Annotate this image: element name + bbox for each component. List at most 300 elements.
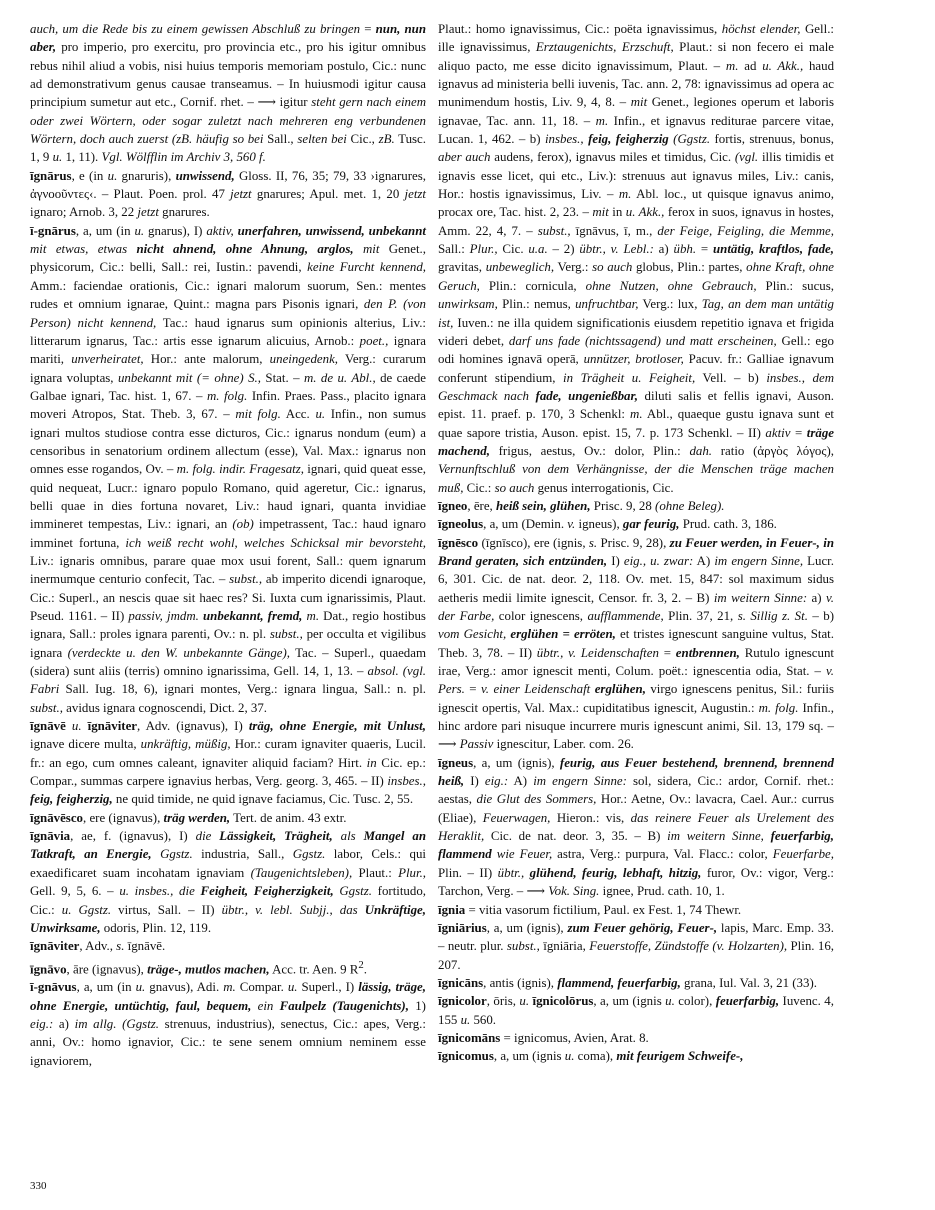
entry-text: , a, um (ignis), — [486, 920, 568, 935]
entry-text: Sall., — [263, 132, 298, 147]
entry-text: , ae, f. (ignavus), I) — [70, 829, 196, 844]
entry-text: , ere (ignavus), — [83, 810, 164, 825]
entry-bold-text: feuerfarbig, flammend — [438, 829, 834, 862]
entry-text: u. — [134, 223, 145, 238]
entry-text: (vgl. — [734, 150, 759, 165]
dictionary-entry — [438, 974, 834, 992]
entry-bold-text: feig, feigherzig, — [30, 792, 113, 807]
entry-text: I) — [464, 774, 485, 789]
entry-bold-text: flammend, feuerfarbig, — [557, 975, 681, 990]
entry-bold-text: Feigheit, Feigherzigkeit, — [200, 884, 334, 899]
entry-bold-text: feuerfarbig, — [715, 994, 780, 1009]
entry-text: īgniāria, — [539, 939, 590, 954]
entry-text: mit — [592, 205, 609, 220]
dictionary-entry — [30, 809, 426, 827]
dictionary-entry — [30, 978, 426, 1070]
entry-text: , a, um (ignis — [593, 994, 666, 1009]
entry-text: per occulta et vigilibus ignara — [30, 627, 426, 660]
entry-text: igneus), — [575, 517, 623, 532]
entry-text: Tag, an dem man untätig ist, — [438, 297, 834, 330]
entry-text: u. — [287, 980, 298, 995]
entry-text: haud ignavus ad ministeria belli iuvenis, Tac. ann. 2, 78: ignavissimus ad opera ac munimendum hostis, Liv. 9, 4, 8. – — [438, 58, 835, 110]
entry-bold-text: īgneus — [438, 755, 474, 770]
entry-text: Lucr. 6, 301. Cic. de nat. deor. 2, 118. Ov. met. 15, 847: sol maximum sidus aetheris medii limite ignescit, Censor. fr. 3, 2. – B) — [438, 553, 834, 605]
dictionary-entry — [438, 992, 834, 1029]
entry-text: . — [363, 961, 367, 976]
entry-text: A) — [508, 774, 534, 789]
entry-text: de caede Galbae ignari, Tac. hist. 1, 67. – — [30, 370, 426, 403]
entry-text: ignave dicere multa, — [30, 737, 141, 752]
entry-text: Compar. — [235, 980, 288, 995]
entry-bold-text: īgnāviter — [87, 719, 138, 734]
entry-bold-text: īgnicomāns — [438, 1030, 501, 1045]
dictionary-entry — [30, 937, 426, 955]
entry-text: das reinere Feuer als Urelement des Heraklit, — [438, 810, 834, 844]
entry-text: m. — [223, 980, 236, 995]
entry-text: color), — [674, 994, 716, 1009]
entry-bold-text: nun, nun aber, — [30, 22, 427, 55]
entry-text: Plin. – II) — [438, 865, 498, 880]
entry-text: Tac. – Superl., quaedam (sidera) sunt aliis (terris) omnino ignarissima, Gell. 14, 1, 13. – — [30, 645, 426, 679]
entry-text: Iuvenc. 4, 155 — [438, 994, 834, 1027]
entry-text: Erztaugenichts, Erzschuft, — [535, 40, 674, 55]
entry-bold-text: Faulpelz (Taugenichts), — [279, 998, 409, 1013]
entry-text: gnaruris), — [117, 168, 176, 183]
entry-bold-text: träg, ohne Energie, mit Unlust, — [248, 719, 426, 734]
entry-text: Infin. Praes. Pass., placito ignara moveri Atropos, Stat. Theb. 3, 67. – — [30, 388, 426, 422]
entry-text: Ggstz. — [339, 884, 372, 899]
dictionary-entry — [30, 20, 426, 167]
entry-text: = — [790, 425, 807, 440]
entry-bold-text: zu Feuer werden, in Feuer-, in Brand geraten, sich entzünden, — [438, 535, 835, 568]
entry-text: (ohne Beleg). — [655, 498, 725, 513]
entry-text: Infin., et ignavus rediturae parcere vitae, Lucan. 1, 462. – b) — [438, 113, 834, 147]
entry-text: aufflammende, — [587, 609, 664, 623]
entry-text: unbekannt mit (= ohne) S., — [117, 370, 261, 385]
entry-text: Rutulo ignescunt irae, Verg.: amor ignescit menti, Colum. poët.: ignescentia odia, Stat. – — [438, 645, 834, 679]
entry-text: A) — [693, 553, 715, 568]
entry-text: a) — [807, 590, 826, 605]
entry-text: Acc. tr. Aen. 9 R — [269, 961, 359, 976]
entry-text: übtr., v. Lebl.: — [579, 242, 654, 257]
entry-text: Vell. – b) — [695, 370, 767, 385]
entry-bold-text: īgniārius — [438, 920, 487, 935]
entry-text: passiv, — [128, 609, 163, 623]
entry-text: auch, um die Rede bis zu einem gewissen Abschluß zu bringen — [30, 22, 361, 36]
entry-text: jetzt — [137, 205, 159, 220]
entry-text: Hor.: Aetne, Ov.: lavacra, Cael. Aur.: currus (Eliae), — [438, 792, 834, 825]
entry-text: Plur., — [398, 865, 427, 880]
entry-text: m. — [306, 609, 320, 623]
entry-text: so auch — [592, 260, 633, 275]
entry-text: Plin.: sucus, — [756, 278, 834, 293]
entry-text: subst., — [229, 572, 263, 587]
entry-text: unfruchtbar, — [575, 297, 639, 312]
entry-text: der Feige, Feigling, die Memme, — [657, 223, 834, 238]
entry-bold-text: fade, ungenießbar, — [535, 388, 639, 403]
entry-text: 2 — [358, 958, 364, 971]
entry-text: ratio (ἀργὸς λόγος), — [712, 443, 834, 458]
dictionary-entry — [438, 901, 834, 919]
entry-text: īgnāvus, ī, m., — [570, 223, 658, 238]
entry-text: = — [696, 242, 713, 257]
entry-text: Cic. ep.: Compar., summas carpere ignavius herbas, Verg. georg. 3, 465. – II) — [30, 755, 426, 789]
entry-text: Gell.: ille ignavissimus, — [438, 22, 834, 55]
page-number: 330 — [30, 1180, 47, 1192]
entry-text: Abl., quaeque gustu ignava sunt et quae sapore tristia, Auson. epist. 15, 7. p. 173 Schenkl. – II) — [438, 407, 834, 440]
entry-text: Feuerfarbe, — [772, 847, 834, 862]
entry-text: (verdeckte u. den W. unbekannte Gänge), — [67, 645, 291, 660]
entry-text: übtr., v. lebl. Subjj., das — [221, 902, 358, 917]
entry-text: audens, ferox), ignavus miles et timidus, Cic. — [490, 150, 735, 165]
entry-text: , ēre, — [467, 498, 497, 513]
entry-text: Hor.: curam ignaviter quaeris, Lucil. fr.: an ego, cum omnes caleant, ignaviter aliquid faciam? Hirt. — [30, 737, 427, 770]
entry-text: jetzt — [404, 187, 426, 202]
entry-text: u. — [71, 719, 82, 734]
entry-text: insbes., — [544, 132, 584, 147]
entry-text: Cic. — [497, 242, 529, 257]
entry-text: s. Sillig z. St. — [737, 609, 808, 623]
entry-text: darf uns fade (nichtssagend) und matt erscheinen, — [508, 333, 777, 348]
entry-text: 1, 11). — [62, 150, 102, 165]
entry-bold-text: īgnāviter — [30, 939, 80, 954]
entry-text: Prisc. 9, 28), — [597, 535, 670, 550]
entry-text: u. Akk., — [762, 58, 804, 73]
entry-text: = — [658, 645, 676, 660]
entry-text: Pacuv. fr.: Galliae ignavum conferunt stipendium, — [438, 352, 834, 385]
entry-text: ich weiß recht wohl, welches Schicksal mir bevorsteht, — [125, 535, 427, 550]
entry-text: übtr., — [497, 865, 525, 880]
entry-text: übh. — [673, 242, 697, 257]
entry-text: Passiv — [459, 737, 494, 752]
entry-text: , a, um (ignis), — [473, 755, 560, 770]
entry-text: fortitudo, Cic.: — [30, 884, 426, 917]
entry-text: ignara mariti, — [30, 333, 426, 367]
entry-text: uneingedenk, — [269, 352, 339, 367]
entry-text: a) — [653, 242, 674, 257]
entry-text: labor, Cels.: qui exaedificaret suam incohatam ignaviam — [30, 847, 426, 880]
entry-text: pro imperio, pro exercitu, pro provincia etc., pro his igitur omnibus rebus nihil aliud a vobis, nisi huius temporis memoriam postulo, Cic.: nunc ad demonstrativum genus causae transeamus. – In huiusmodi igitur causa principium sumetur aut etc., Cornif. rhet. – ⟶ igitur — [30, 40, 426, 110]
right-column — [438, 20, 834, 1066]
entry-text: unkräftig, müßig, — [140, 737, 231, 752]
entry-text: Vok. Sing. — [548, 884, 600, 899]
entry-text: astra, Verg.: purpura, Val. Flacc.: color, — [552, 847, 773, 862]
entry-text: Genet., physicorum, Cic.: belli, Sall.: rei, Iustin.: pavendi, — [30, 242, 426, 275]
entry-text: = ignicomus, Avien, Arat. 8. — [500, 1030, 649, 1045]
entry-text: dah. — [689, 443, 713, 458]
entry-text: höchst elender, — [721, 22, 801, 36]
entry-text: ein — [257, 998, 274, 1013]
entry-text: im weitern Sinne: — [713, 590, 808, 605]
entry-text: unbeweglich, — [485, 260, 555, 275]
entry-text: poet., — [359, 333, 389, 348]
entry-text: ignari, quid queat esse, quid nequeat, Lucr.: ignaro populo Romano, quid ageretur, Cic.: ignarus, belli quae in dies fortuna novaret, Liv.: haud ignari, quanta invidiae immineret tempestas, Liv.: ignari, an — [30, 462, 427, 532]
entry-text: Verg.: curarum ignara voluptas, — [30, 352, 427, 385]
entry-bold-text: feurig, aus Feuer bestehend, brennend, brennend heiß, — [438, 755, 834, 789]
dictionary-entry — [438, 20, 834, 497]
entry-bold-text: īgnicolōrus — [532, 994, 594, 1009]
entry-text: Ggstz. — [160, 847, 193, 862]
dictionary-entry — [438, 1047, 834, 1065]
entry-text: Gloss. II, 76, 35; 79, 33 ›ignarures, ἀγνοοῦντες‹. – Plaut. Poen. prol. 47 — [30, 168, 427, 202]
entry-text: virtus, Sall. – II) — [111, 902, 222, 917]
entry-text: Prisc. 9, 28 — [590, 498, 656, 513]
dictionary-entry — [438, 515, 834, 533]
entry-bold-text: träg werden, — [163, 810, 231, 825]
entry-text: Plur., — [469, 242, 498, 257]
entry-text: coma), — [574, 1049, 617, 1064]
entry-text: v. einer Leidenschaft — [481, 682, 591, 697]
entry-text: , ōris, — [486, 994, 520, 1009]
entry-text: Plin. 37, 21, — [663, 609, 738, 623]
entry-text: m. — [595, 113, 609, 128]
entry-text: u. — [665, 994, 675, 1009]
entry-text: Vgl. Wölfflin im Archiv 3, 560 f. — [101, 150, 266, 165]
entry-text: v. — [567, 517, 576, 532]
entry-text: gnarures; Apul. met. 1, 20 — [251, 187, 405, 202]
entry-bold-text: erglühen, — [594, 682, 646, 697]
entry-text: Cic.: — [463, 480, 495, 495]
entry-text: so auch — [494, 480, 535, 495]
entry-text: industria, Sall., — [192, 847, 293, 862]
entry-text: im engern Sinne: — [533, 774, 627, 789]
entry-text: gnavus), Adi. — [145, 980, 224, 995]
entry-text — [333, 829, 341, 843]
entry-text: m. — [618, 187, 632, 202]
dictionary-entry — [438, 1029, 834, 1047]
entry-text: ne quid timide, ne quid ignave faciamus, Cic. Tusc. 2, 55. — [112, 792, 414, 807]
dictionary-entry — [30, 717, 426, 809]
entry-text: impetrassent, Tac.: haud ignaro imminet fortuna, — [30, 517, 426, 550]
entry-bold-text: träge machend, — [438, 425, 834, 458]
entry-text: die Glut des Sommers, — [476, 792, 597, 807]
entry-text: u. — [519, 994, 530, 1009]
entry-bold-text: unwissend, — [175, 168, 235, 183]
entry-text: Prud. cath. 3, 186. — [679, 517, 777, 532]
entry-text: Tert. de anim. 43 extr. — [230, 810, 347, 825]
entry-text: color ignescens, — [494, 609, 588, 623]
entry-text: Infin., non sumus ignari multos studiose contra esse dicturos, Cic.: ignarus nondum (eum) a censoribus in senatorium ordinem allectum (esse), Val. Max.: ignarus non omnes esse rogandos, Ov. – — [30, 407, 426, 477]
entry-text: Gell. 9, 5, 6. – — [30, 884, 120, 899]
entry-text: , Adv. (ignavus), I) — [137, 719, 249, 734]
entry-text: Genet., legiones operum et laboris ignavae, Tac. ann. 11, 18. – — [438, 95, 834, 128]
entry-text: Feuerstoffe, Zündstoffe (v. Holzarten), — [589, 939, 788, 954]
entry-bold-text: unbekannt, fremd, — [203, 609, 303, 623]
entry-text: diluti salis et fellis ignavi, Auson. epist. 11. praef. p. 170, 3 Schenkl: — [438, 388, 834, 422]
entry-text — [152, 847, 160, 861]
entry-text: u. — [564, 1049, 575, 1064]
entry-text: eig.: — [484, 774, 509, 789]
entry-text: I) — [607, 553, 624, 568]
entry-text: in — [366, 755, 377, 770]
entry-text: genus interrogationis, Cic. — [534, 480, 674, 495]
entry-text: – 2) — [547, 242, 580, 257]
entry-text: v. Pers. — [438, 664, 834, 697]
entry-text: Infin., hinc ardore pari nisuque incurrere muris ignescunt animi, Sil. 13, 179 sq. – ⟶ — [438, 700, 834, 752]
entry-text: eig.: — [30, 1016, 54, 1031]
entry-text: im engern Sinne, — [714, 553, 804, 568]
entry-text: grana, Iul. Val. 3, 21 (33). — [680, 975, 817, 990]
entry-text: Plaut.: homo ignavissimus, Cic.: poëta ignavissimus, — [438, 22, 722, 36]
entry-text: übtr., v. Leidenschaften — [536, 645, 659, 660]
entry-text: ab imperito dicendi ignaroque, Cic.: Superl., an nescis quae sit haec res? Si. Iuxta cum ignarissimis, Plaut. Pseud. 1161. – II) — [30, 572, 426, 623]
entry-text: Ggstz. — [292, 847, 326, 862]
entry-text: ohne Nutzen, ohne Gebrauch, — [585, 278, 757, 293]
entry-text: illis timidis et ignavis esse licet, qui etc., Liv.): strenuus aut ignavus miles, Liv.: canis, Hor.: hostis ignavissimus, Liv. – — [438, 150, 834, 202]
entry-text: subst., — [30, 700, 63, 715]
entry-text: absol. (vgl. Fabri — [30, 664, 426, 697]
entry-text: Hieron.: vis, — [550, 810, 631, 825]
entry-text: subst., — [506, 939, 540, 954]
entry-bold-text: unerfahren, unwissend, unbekannt — [237, 223, 426, 238]
entry-text: Sall. Iug. 18, 6), ignari montes, Verg.: ignara lingua, Sall.: n. pl. — [59, 682, 426, 697]
entry-text: īgnāvē. — [124, 939, 166, 954]
entry-text: subst., — [537, 223, 571, 238]
entry-text: Feuerwagen, — [482, 810, 551, 825]
entry-text: unwirksam, — [438, 297, 498, 312]
entry-text: avidus ignara cognoscendi, Dict. 2, 37. — [62, 700, 268, 715]
entry-text: eig., u. zwar: — [623, 553, 694, 568]
entry-bold-text: īgnicāns — [438, 975, 484, 990]
entry-text: Acc. — [280, 407, 316, 422]
entry-text: (Ggstz. — [673, 132, 711, 147]
entry-text: – b) — [807, 609, 834, 623]
dictionary-entry — [438, 534, 834, 754]
entry-text: = — [360, 22, 376, 36]
entry-text: Sall.: — [438, 242, 470, 257]
entry-text: (ob) — [232, 517, 254, 532]
dictionary-entry — [30, 222, 426, 717]
entry-text: s. — [588, 535, 598, 550]
entry-text: Iuven.: ne illa quidem significationis eiusdem repetitio ignava et frigida videri debet, — [438, 315, 834, 348]
entry-text: Plaut.: si non fecero ei male aliquo pacto, me esse dicito ignavissimum, Plaut. – — [438, 40, 834, 73]
entry-text: a) — [53, 1016, 75, 1031]
dictionary-entry — [438, 754, 834, 901]
entry-bold-text: Unkräftige, Unwirksame, — [30, 902, 426, 935]
entry-text: u. insbes., die — [119, 884, 195, 899]
entry-text: ignee, Prud. cath. 10, 1. — [599, 884, 725, 899]
entry-bold-text: īgnāvia — [30, 829, 71, 844]
entry-text: aber auch — [438, 150, 491, 165]
entry-text: die — [195, 829, 212, 844]
entry-text: , a, um (Demin. — [483, 517, 568, 532]
dictionary-entry — [438, 497, 834, 515]
entry-bold-text: untätig, kraftlos, fade, — [712, 242, 834, 257]
entry-text: , āre (ignavus), — [66, 961, 148, 976]
entry-text: , antis (ignis), — [483, 975, 558, 990]
entry-text: Tac.: haud ignarus sum opinionis alterius, Liv.: litterarum ignarus, Tac.: artis esse ignarum alicuius, Arnob.: — [30, 315, 427, 348]
entry-text: jetzt — [230, 187, 252, 202]
entry-bold-text: īgnāvē — [30, 719, 66, 734]
entry-text: frigus, aestus, Ov.: dolor, Plin.: — [489, 443, 690, 458]
entry-text: , a, um (ignis — [493, 1049, 565, 1064]
entry-text: zB. — [378, 132, 395, 147]
entry-text: m. — [630, 407, 643, 422]
entry-text: m. folg. — [206, 388, 248, 403]
entry-text: v. der Farbe, — [438, 590, 834, 623]
entry-text: aktiv, — [206, 223, 234, 238]
entry-text: gnarures. — [158, 205, 210, 220]
entry-text: 1) — [408, 998, 426, 1013]
entry-text: u.a. — [528, 242, 548, 257]
entry-bold-text: mit feurigem Schweife-, — [616, 1049, 744, 1064]
entry-text: , e (in — [71, 168, 108, 183]
entry-text: m. folg. indir. Fragesatz, — [176, 462, 305, 477]
entry-text: Verg.: lux, — [638, 297, 702, 312]
entry-text: Tusc. 1, 9 — [30, 132, 426, 165]
entry-text: in — [608, 205, 626, 220]
entry-bold-text: īgneolus — [438, 517, 484, 532]
entry-text: mit etwas, etwas — [30, 242, 128, 257]
entry-text: steht gern nach einem oder zwei Wörtern, oder sogar zuletzt nach mehreren eng verbundenen Wörtern, doch auch zuerst (zB. häufig so bei — [30, 95, 426, 147]
entry-text: im allg. (Ggstz. — [74, 1016, 160, 1031]
entry-text: Amm.: faciendae orationis, Cic.: ignari malorum suorum, Sen.: mentes rudes et omnium ignarae, Quint.: magna pars Pisonis ignari, — [30, 278, 426, 312]
entry-bold-text: lässig, träge, ohne Energie, untüchtig, faul, bequem, — [30, 980, 426, 1013]
entry-text: selten bei — [297, 132, 347, 147]
entry-text: virgo ignescens penitus, Sil.: furiis ignescit opertis, Val. Max.: cupiditatibus ignescit, Augustin.: — [438, 682, 835, 715]
entry-bold-text: īgneo — [438, 498, 468, 513]
entry-text: unverheiratet, — [71, 352, 144, 367]
entry-text: (Taugenichtsleben), — [250, 865, 353, 880]
entry-bold-text: Lässigkeit, Trägheit, — [219, 829, 333, 844]
entry-text: mit — [362, 242, 380, 257]
entry-text: = vitia vasorum fictilium, Paul. ex Fest. 1, 74 Thewr. — [465, 902, 742, 917]
entry-text: ignaro; Arnob. 3, 22 — [30, 205, 138, 220]
entry-text: Dat., regio hostibus ignara, Sall.: proles ignara parenti, Ov.: n. pl. — [30, 609, 426, 642]
entry-text: furor, Ov.: vigor, Verg.: Tarchon, Verg. – ⟶ — [438, 865, 834, 899]
left-column — [30, 20, 426, 1070]
entry-text: m. — [725, 58, 739, 73]
entry-text: s. — [116, 939, 125, 954]
entry-text: Verg.: — [554, 260, 593, 275]
entry-text: Hor.: ante malorum, — [143, 352, 270, 367]
entry-bold-text: Mangel an Tatkraft, an Energie, — [30, 829, 426, 862]
entry-bold-text: entbrennen, — [675, 645, 740, 660]
entry-text: insbes., — [387, 774, 426, 789]
entry-bold-text: heiß sein, glühen, — [496, 498, 591, 513]
dictionary-entry — [30, 827, 426, 937]
entry-text: , a, um (in — [76, 980, 136, 995]
entry-text: fortis, strenuus, bonus, — [710, 132, 834, 147]
entry-text: mit folg. — [235, 407, 281, 422]
entry-bold-text: träge-, mutlos machen, — [147, 961, 270, 976]
entry-text — [354, 242, 363, 256]
entry-text — [764, 829, 771, 843]
entry-text: m. de u. Abl., — [303, 370, 376, 385]
entry-text: sol, sidera, Cic.: ardor, Cornif. rhet.: aestas, — [438, 774, 834, 807]
entry-text: u. — [315, 407, 326, 422]
entry-text — [356, 829, 364, 843]
entry-text: Plin.: cornicula, — [479, 278, 586, 293]
entry-text: gnarus), I) — [144, 223, 207, 238]
entry-text: Cic., — [346, 132, 379, 147]
entry-bold-text: īgnia — [438, 902, 466, 917]
entry-text: ferox in suos, ignavus in hostes, Amm. 22, 4, 7. – — [438, 205, 834, 238]
entry-text: et tristes ignescunt sanguine vultus, Stat. Theb. 3, 78. – II) — [438, 627, 834, 660]
entry-text: u. — [107, 168, 118, 183]
entry-text: als — [340, 829, 356, 844]
entry-text: lapis, Marc. Emp. 33. – neutr. plur. — [438, 920, 834, 954]
entry-text: Liv.: ignaris omnibus, parare quae mox usui forent, Sall.: quem ignarum inermumque centurio confecit, Tac. – — [30, 553, 426, 587]
entry-text: u. — [460, 1012, 471, 1027]
entry-text: in Trägheit u. Feigheit, — [563, 370, 696, 385]
entry-text: aktiv — [765, 425, 791, 440]
entry-text: u. Akk., — [625, 205, 665, 220]
entry-text: , a, um (in — [75, 223, 135, 238]
entry-bold-text: īgnicomus — [438, 1049, 494, 1064]
entry-text: Plin.: nemus, — [497, 297, 576, 312]
entry-bold-text: glühend, feurig, lebhaft, hitzig, — [529, 865, 702, 880]
